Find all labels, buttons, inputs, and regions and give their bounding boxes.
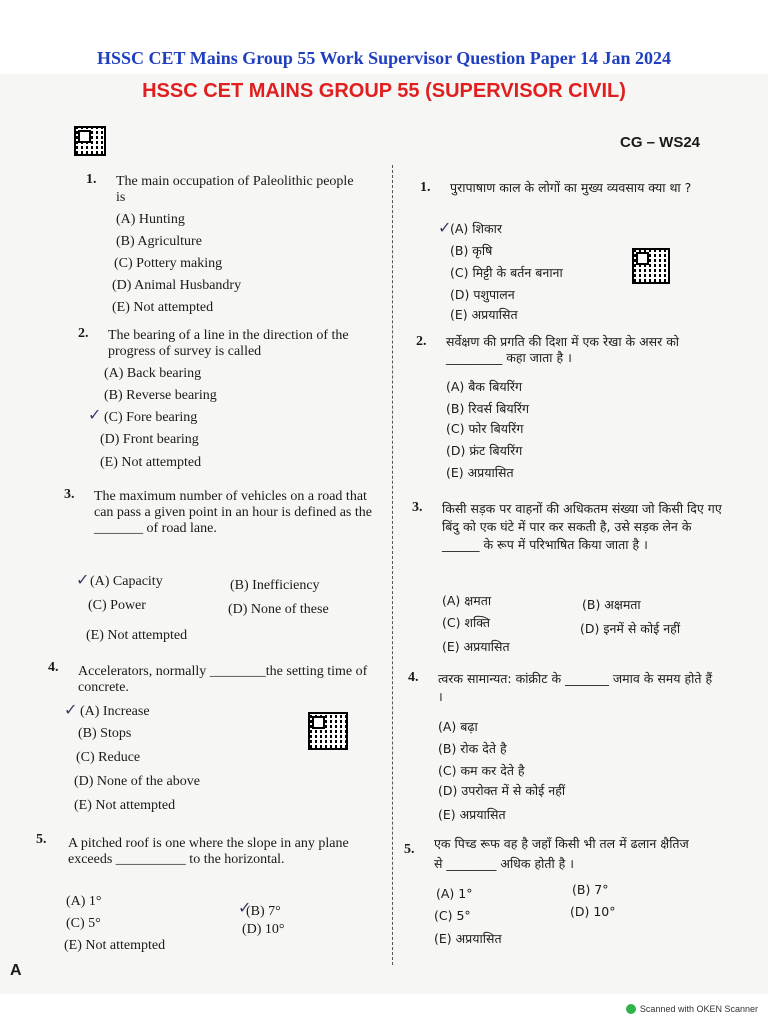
- option: (D) 10°: [242, 922, 285, 937]
- page-letter: A: [10, 962, 22, 979]
- option: (C) Fore bearing: [104, 410, 198, 425]
- option: (E) अप्रयासित: [438, 807, 506, 822]
- question-text: The bearing of a line in the direction of the progress of survey is called: [108, 328, 349, 359]
- option: (A) Hunting: [116, 212, 185, 227]
- option: (E) Not attempted: [74, 798, 176, 813]
- option: (E) अप्रयासित: [450, 307, 518, 322]
- option: (B) अक्षमता: [582, 597, 641, 612]
- question-number: 3.: [64, 487, 75, 502]
- option: (D) पशुपालन: [450, 287, 515, 302]
- option: (D) None of these: [228, 602, 329, 617]
- qr-code-middle: [308, 712, 348, 750]
- option: (D) Front bearing: [100, 432, 199, 447]
- question-text: किसी सड़क पर वाहनों की अधिकतम संख्या जो किसी दिए गए बिंदु को एक घंटे में पार कर सकती है, उसे सड़क लेन के ______ के रूप में परिभाषित किया जाता है ।: [442, 501, 722, 552]
- option: (E) Not attempted: [86, 628, 188, 643]
- tick-mark-icon: ✓: [64, 700, 78, 719]
- option: (A) क्षमता: [442, 593, 492, 608]
- tick-mark-icon: ✓: [76, 570, 90, 589]
- question-number: 1.: [86, 172, 97, 187]
- scanner-watermark: [626, 1004, 758, 1014]
- option: (E) अप्रयासित: [434, 931, 502, 946]
- question-number: 5.: [36, 832, 47, 847]
- qr-code-right: [632, 248, 670, 284]
- option: (C) कम कर देते है: [438, 763, 525, 778]
- question-text: त्वरक सामान्यत: कांक्रीट के _______ जमाव के समय होते हैं ।: [438, 671, 713, 704]
- option: (A) Increase: [80, 704, 150, 719]
- question-text: Accelerators, normally ________the setting time of concrete.: [78, 664, 368, 695]
- question-text: सर्वेक्षण की प्रगति की दिशा में एक रेखा के असर को _________ कहा जाता है ।: [446, 334, 680, 365]
- question-number: 3.: [412, 500, 423, 515]
- option: (D) 10°: [570, 904, 616, 919]
- tick-mark-icon: ✓: [88, 405, 102, 424]
- question-number: 4.: [48, 660, 59, 675]
- option: (D) उपरोक्त में से कोई नहीं: [438, 783, 566, 798]
- option: (A) शिकार: [450, 221, 502, 236]
- option: (D) Animal Husbandry: [112, 278, 242, 293]
- option: (A) Capacity: [90, 574, 163, 589]
- question-number: 2.: [78, 326, 89, 341]
- scanner-text: Scanned with OKEN Scanner: [639, 1004, 758, 1014]
- option: (C) 5°: [66, 916, 101, 931]
- tick-mark-icon: ✓: [438, 218, 452, 237]
- option: (B) Agriculture: [116, 234, 202, 249]
- option: (A) 1°: [436, 886, 473, 901]
- question-number: 2.: [416, 334, 427, 349]
- option: (B) कृषि: [450, 243, 493, 258]
- option: (D) इनमें से कोई नहीं: [580, 621, 681, 636]
- option: (B) 7°: [572, 882, 609, 897]
- scanner-logo-icon: [626, 1004, 636, 1014]
- question-text: The main occupation of Paleolithic people is: [116, 174, 354, 205]
- option: (C) शक्ति: [442, 615, 491, 630]
- option: (B) Stops: [78, 726, 132, 741]
- paper-code: CG – WS24: [620, 134, 701, 151]
- question-number: 5.: [404, 842, 415, 857]
- paper-heading: HSSC CET MAINS GROUP 55 (SUPERVISOR CIVIL): [142, 80, 626, 102]
- option: (B) रिवर्स बियरिंग: [446, 401, 530, 416]
- page-banner: HSSC CET Mains Group 55 Work Supervisor Question Paper 14 Jan 2024: [97, 48, 671, 68]
- question-text: पुरापाषाण काल के लोगों का मुख्य व्यवसाय क्या था ?: [450, 180, 692, 195]
- option: (B) Inefficiency: [230, 578, 320, 593]
- option: (A) Back bearing: [104, 366, 202, 381]
- question-text: एक पिच्ड रूफ वह है जहाँ किसी भी तल में ढलान क्षैतिज से ________ अधिक होती है ।: [434, 836, 689, 871]
- option: (C) Reduce: [76, 750, 141, 765]
- option: (E) अप्रयासित: [446, 465, 514, 480]
- option: (E) Not attempted: [112, 300, 214, 315]
- option: (B) 7°: [246, 904, 281, 919]
- question-text: The maximum number of vehicles on a road that can pass a given point in an hour is defined as the _______ of road lane.: [94, 489, 372, 536]
- question-text: A pitched roof is one where the slope in any plane exceeds __________ to the horizontal.: [68, 836, 349, 867]
- option: (A) बढ़ा: [438, 719, 478, 734]
- option: (E) अप्रयासित: [442, 639, 510, 654]
- option: (B) Reverse bearing: [104, 388, 217, 403]
- column-divider: [392, 165, 394, 965]
- option: (C) फोर बियरिंग: [446, 421, 524, 436]
- option: (D) None of the above: [74, 774, 200, 789]
- option: (E) Not attempted: [100, 455, 202, 470]
- option: (C) 5°: [434, 908, 471, 923]
- tick-mark-icon: ✓: [238, 898, 252, 917]
- option: (C) Pottery making: [114, 256, 223, 271]
- qr-code-top: [74, 126, 106, 156]
- option: (A) 1°: [66, 894, 102, 909]
- option: (E) Not attempted: [64, 938, 166, 953]
- question-number: 4.: [408, 670, 419, 685]
- option: (C) Power: [88, 598, 146, 613]
- option: (C) मिट्टी के बर्तन बनाना: [450, 265, 563, 280]
- option: (A) बैक बियरिंग: [446, 379, 523, 394]
- option: (B) रोक देते है: [438, 741, 507, 756]
- question-number: 1.: [420, 180, 431, 195]
- option: (D) फ्रंट बियरिंग: [446, 443, 523, 458]
